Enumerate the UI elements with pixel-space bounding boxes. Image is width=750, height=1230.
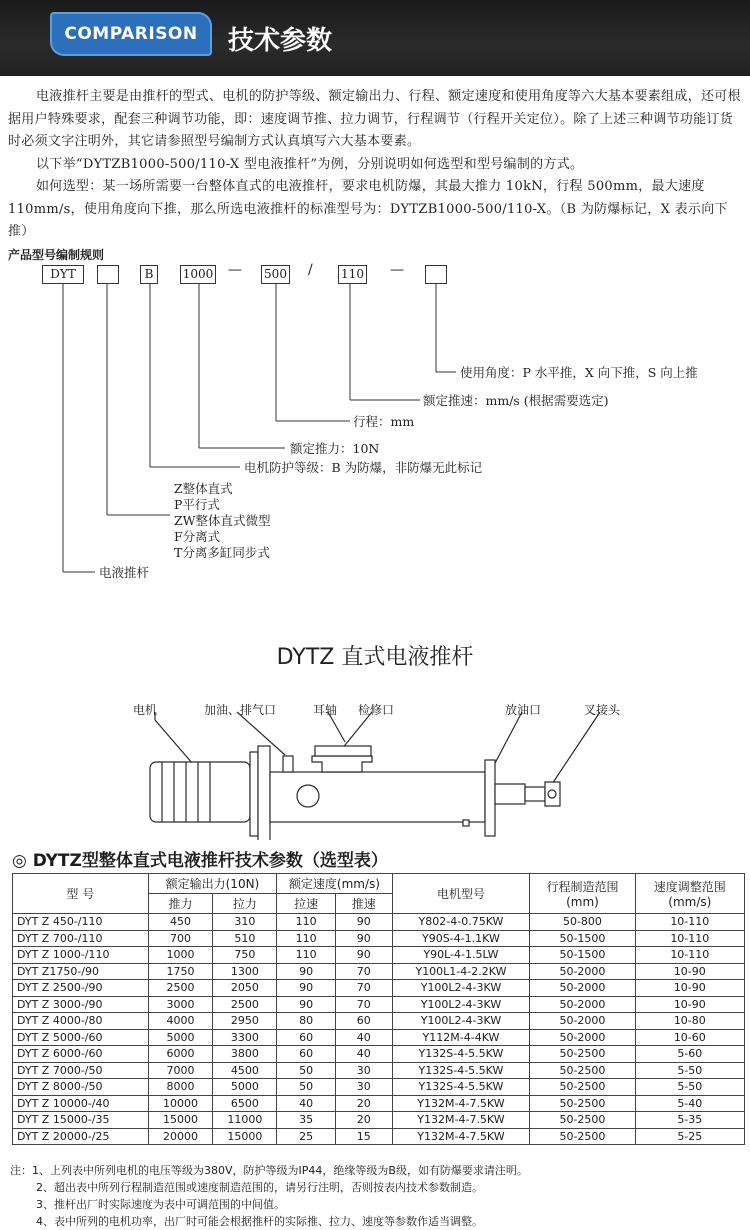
type-t: T分离多缸同步式 [174, 545, 270, 560]
code-box-dyt: DYT [42, 265, 84, 284]
table-cell: 70 [335, 980, 392, 997]
table-cell: 70 [335, 996, 392, 1013]
table-cell: 5-25 [635, 1128, 744, 1145]
table-cell: 50-2000 [530, 1013, 635, 1030]
label-angle: 使用角度：P 水平推，X 向下推，S 向上推 [460, 365, 698, 380]
table-cell: Y132M-4-7.5KW [392, 1112, 530, 1129]
table-cell: 3000 [148, 996, 213, 1013]
table-row [13, 963, 745, 980]
table-cell: DYT Z 2500-/90 [13, 980, 149, 997]
table-cell: 750 [213, 947, 277, 964]
code-box-force: 1000 [180, 265, 216, 284]
table-cell: 70 [335, 963, 392, 980]
table-cell: DYT Z 7000-/50 [13, 1062, 149, 1079]
type-p: P平行式 [174, 497, 220, 512]
table-cell: Y100L2-4-3KW [392, 980, 530, 997]
table-row [13, 1029, 745, 1046]
table-cell: 110 [277, 930, 336, 947]
table-cell: 50 [277, 1062, 336, 1079]
header-stroke-range: 行程制造范围 (mm) [530, 874, 635, 914]
table-cell: 11000 [213, 1112, 277, 1129]
label-force: 额定推力：10N [290, 441, 380, 456]
table-cell: 10-90 [635, 980, 744, 997]
table-cell: 35 [277, 1112, 336, 1129]
note-4: 4、表中所列的电机功率，出厂时可能会根据推杆的实际推、拉力、速度等参数作适当调整。 [36, 1215, 483, 1228]
table-cell: 2500 [213, 996, 277, 1013]
table-cell: 90 [277, 963, 336, 980]
table-cell: 50-2000 [530, 963, 635, 980]
table-cell: 50-2500 [530, 1128, 635, 1145]
table-row [13, 1128, 745, 1145]
table-cell: 310 [213, 914, 277, 931]
actuator-drawing [0, 690, 750, 840]
table-cell: Y100L1-4-2.2KW [392, 963, 530, 980]
table-cell: 5000 [148, 1029, 213, 1046]
table-cell: DYT Z 10000-/40 [13, 1095, 149, 1112]
table-cell: 40 [335, 1046, 392, 1063]
separator-dash-1: — [228, 262, 242, 278]
code-box-speed: 110 [338, 265, 367, 284]
spec-table-body [13, 914, 745, 1145]
label-base: 电液推杆 [99, 565, 150, 580]
table-cell: 30 [335, 1079, 392, 1096]
table-cell: Y132S-4-5.5KW [392, 1062, 530, 1079]
note-1: 注：1、上列表中所列电机的电压等级为380V，防护等级为IP44，绝缘等级为B级，如有防爆要求请注明。 [10, 1164, 528, 1177]
table-cell: 450 [148, 914, 213, 931]
table-cell: 15000 [148, 1112, 213, 1129]
table-cell: 50-2000 [530, 996, 635, 1013]
intro-paragraph-3: 如何选型：某一场所需要一台整体直式的电液推杆，要求电机防爆，其最大推力 10kN，行程 500mm，最大速度 110mm/s，使用角度向下推，那么所选电液推杆的标准型号为：DYTZB1000-500/110-X。（B 为防爆标记，X 表示向下推） [8, 179, 728, 239]
table-row [13, 914, 745, 931]
table-cell: 110 [277, 914, 336, 931]
table-cell: 5-50 [635, 1079, 744, 1096]
table-row [13, 1046, 745, 1063]
header-push: 推力 [148, 894, 213, 914]
table-cell: 3800 [213, 1046, 277, 1063]
table-cell: DYT Z 15000-/35 [13, 1112, 149, 1129]
spec-table [12, 873, 745, 1145]
table-cell: Y90S-4-1.1KW [392, 930, 530, 947]
table-cell: DYT Z 1000-/110 [13, 947, 149, 964]
table-cell: 90 [335, 914, 392, 931]
table-row [13, 1095, 745, 1112]
table-cell: 50-1500 [530, 947, 635, 964]
type-zw: ZW整体直式微型 [174, 513, 271, 528]
table-cell: 20 [335, 1095, 392, 1112]
table-cell: Y100L2-4-3KW [392, 996, 530, 1013]
table-cell: DYT Z 20000-/25 [13, 1128, 149, 1145]
table-cell: 90 [277, 980, 336, 997]
table-cell: 1000 [148, 947, 213, 964]
separator-slash: / [308, 262, 313, 278]
table-row [13, 1013, 745, 1030]
comparison-badge-label: COMPARISON [64, 24, 198, 44]
part-label-motor: 电机 [133, 703, 158, 717]
table-cell: 110 [277, 947, 336, 964]
header-pull: 拉力 [213, 894, 277, 914]
intro-paragraph-2: 以下举“DYTZB1000-500/110-X 型电液推杆”为例，分别说明如何选型和型号编制的方式。 [36, 156, 584, 172]
table-cell: 80 [277, 1013, 336, 1030]
header-speed: 额定速度(mm/s) [277, 874, 392, 894]
table-cell: 10-90 [635, 963, 744, 980]
part-label-fork: 叉接头 [584, 703, 621, 717]
table-cell: 50 [277, 1079, 336, 1096]
table-cell: 25 [277, 1128, 336, 1145]
table-cell: 90 [335, 930, 392, 947]
header-motor: 电机型号 [392, 874, 530, 914]
code-box-type [97, 265, 119, 284]
table-cell: DYT Z 6000-/60 [13, 1046, 149, 1063]
table-cell: 50-2500 [530, 1112, 635, 1129]
table-cell: 60 [277, 1046, 336, 1063]
table-cell: 700 [148, 930, 213, 947]
table-cell: 10-60 [635, 1029, 744, 1046]
header-push-speed: 推速 [335, 894, 392, 914]
table-cell: 15 [335, 1128, 392, 1145]
table-cell: 90 [277, 996, 336, 1013]
note-2: 2、超出表中所列行程制造范围或速度制造范围的，请另行注明，否则按表内技术参数制造。 [36, 1181, 483, 1194]
table-cell: 8000 [148, 1079, 213, 1096]
table-cell: 30 [335, 1062, 392, 1079]
label-speed: 额定推速：mm/s (根据需要选定) [423, 393, 609, 408]
table-cell: 6500 [213, 1095, 277, 1112]
note-3: 3、推杆出厂时实际速度为表中可调范围的中间值。 [36, 1198, 285, 1211]
table-cell: 1750 [148, 963, 213, 980]
type-f: F分离式 [174, 529, 221, 544]
code-box-protection: B [140, 265, 158, 284]
table-cell: DYT Z 3000-/90 [13, 996, 149, 1013]
table-cell: 10-110 [635, 914, 744, 931]
table-cell: 6000 [148, 1046, 213, 1063]
code-box-angle [425, 265, 447, 284]
table-cell: Y132M-4-7.5KW [392, 1095, 530, 1112]
table-cell: DYT Z 450-/110 [13, 914, 149, 931]
table-cell: 20 [335, 1112, 392, 1129]
coding-rules-title: 产品型号编制规则 [8, 248, 105, 262]
table-cell: 4000 [148, 1013, 213, 1030]
table-cell: 60 [277, 1029, 336, 1046]
header-speed-range: 速度调整范围 (mm/s) [635, 874, 744, 914]
table-cell: 20000 [148, 1128, 213, 1145]
part-label-oil-vent: 加油、排气口 [204, 703, 277, 717]
table-cell: Y90L-4-1.5LW [392, 947, 530, 964]
table-cell: 4500 [213, 1062, 277, 1079]
notes [10, 1162, 528, 1230]
table-cell: 1300 [213, 963, 277, 980]
intro-paragraph-1: 电液推杆主要是由推杆的型式、电机的防护等级、额定输出力、行程、额定速度和使用角度等六大基本要素组成，还可根据用户特殊要求，配套三种调节功能，即：速度调节推、拉力调节，行程调节（行程开关定位）。除了上述三种调节功能订货时必须文字注明外，其它请参照型号编制方式认真填写六大基本要素。 [8, 89, 741, 149]
table-row [13, 1079, 745, 1096]
table-cell: Y802-4-0.75KW [392, 914, 530, 931]
table-cell: 10-110 [635, 947, 744, 964]
table-cell: 40 [335, 1029, 392, 1046]
table-cell: DYT Z 4000-/80 [13, 1013, 149, 1030]
table-cell: 5000 [213, 1079, 277, 1096]
table-cell: 50-2500 [530, 1079, 635, 1096]
table-cell: 50-2500 [530, 1046, 635, 1063]
table-cell: 5-35 [635, 1112, 744, 1129]
table-cell: 10-90 [635, 996, 744, 1013]
table-cell: 5-50 [635, 1062, 744, 1079]
table-row [13, 930, 745, 947]
table-cell: Y112M-4-4KW [392, 1029, 530, 1046]
table-row [13, 980, 745, 997]
table-cell: DYT Z 700-/110 [13, 930, 149, 947]
part-label-inspection: 检修口 [358, 703, 395, 717]
table-row [13, 996, 745, 1013]
table-cell: 15000 [213, 1128, 277, 1145]
table-cell: 510 [213, 930, 277, 947]
header-force: 额定输出力(10N) [148, 874, 277, 894]
table-cell: 50-2500 [530, 1095, 635, 1112]
table-cell: 50-800 [530, 914, 635, 931]
table-cell: DYT Z1750-/90 [13, 963, 149, 980]
table-cell: 50-2000 [530, 1029, 635, 1046]
table-cell: Y132S-4-5.5KW [392, 1046, 530, 1063]
table-cell: 60 [335, 1013, 392, 1030]
table-cell: 10000 [148, 1095, 213, 1112]
table-cell: Y132M-4-7.5KW [392, 1128, 530, 1145]
table-cell: DYT Z 8000-/50 [13, 1079, 149, 1096]
table-cell: 50-2000 [530, 980, 635, 997]
table-cell: Y132S-4-5.5KW [392, 1079, 530, 1096]
spec-table-title: ◎ DYTZ型整体直式电液推杆技术参数（选型表） [12, 851, 388, 871]
header-model: 型 号 [13, 874, 149, 914]
type-z: Z整体直式 [174, 481, 233, 496]
table-row [13, 1112, 745, 1129]
table-cell: 10-110 [635, 930, 744, 947]
page-title: 技术参数 [228, 26, 333, 56]
separator-dash-2: — [390, 262, 404, 278]
table-cell: 3300 [213, 1029, 277, 1046]
table-cell: 2500 [148, 980, 213, 997]
product-title: DYTZ 直式电液推杆 [276, 645, 474, 670]
table-cell: 2050 [213, 980, 277, 997]
table-cell: DYT Z 5000-/60 [13, 1029, 149, 1046]
part-label-trunnion: 耳轴 [313, 703, 338, 717]
table-cell: 90 [335, 947, 392, 964]
label-stroke: 行程：mm [353, 414, 415, 429]
header-pull-speed: 拉速 [277, 894, 336, 914]
label-types [174, 481, 271, 561]
table-cell: 5-40 [635, 1095, 744, 1112]
table-cell: 5-60 [635, 1046, 744, 1063]
table-cell: 50-2500 [530, 1062, 635, 1079]
table-cell: 10-80 [635, 1013, 744, 1030]
table-cell: 2950 [213, 1013, 277, 1030]
table-row [13, 947, 745, 964]
table-row [13, 1062, 745, 1079]
code-box-stroke: 500 [261, 265, 290, 284]
table-cell: 40 [277, 1095, 336, 1112]
coding-diagram-lines [0, 0, 750, 600]
table-cell: 7000 [148, 1062, 213, 1079]
table-cell: 50-1500 [530, 930, 635, 947]
table-cell: Y100L2-4-3KW [392, 1013, 530, 1030]
part-label-drain: 放油口 [505, 703, 542, 717]
label-protection: 电机防护等级：B 为防爆，非防爆无此标记 [244, 460, 483, 475]
